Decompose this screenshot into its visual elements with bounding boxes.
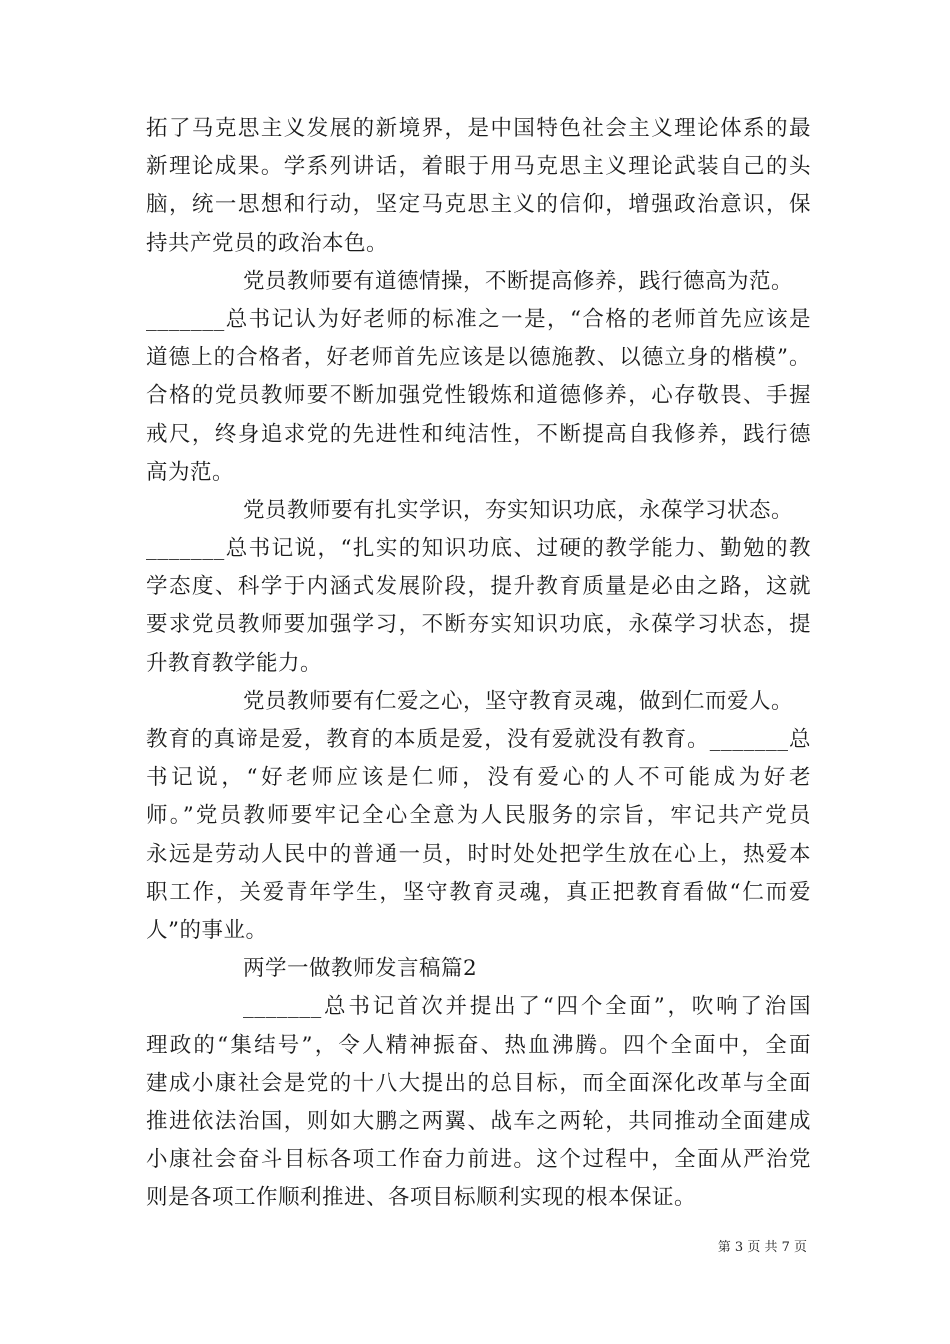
text-line: 党员教师要有仁爱之心，坚守教育灵魂，做到仁而爱人。 — [243, 688, 794, 714]
text-line: 高为范。 — [146, 459, 235, 485]
text-line: 拓了马克思主义发展的新境界，是中国特色社会主义理论体系的最 — [146, 116, 811, 141]
text-line: 理政的“集结号”，令人精神振奋、热血沸腾。四个全面中，全面 — [146, 1032, 811, 1058]
text-line: 教育的真谛是爱，教育的本质是爱，没有爱就没有教育。_______总 — [146, 727, 811, 752]
text-line: 学态度、科学于内涵式发展阶段，提升教育质量是必由之路，这就 — [146, 574, 811, 600]
text-line: 书记说，“好老师应该是仁师，没有爱心的人不可能成为好老 — [146, 765, 811, 791]
text-line: 新理论成果。学系列讲话，着眼于用马克思主义理论武装自己的头 — [146, 154, 811, 180]
text-line: 人”的事业。 — [146, 917, 268, 943]
text-line: 党员教师要有扎实学识，夯实知识功底，永葆学习状态。 — [243, 497, 794, 523]
text-line: 党员教师要有道德情操，不断提高修养，践行德高为范。 — [243, 268, 794, 294]
text-line: 道德上的合格者，好老师首先应该是以德施教、以德立身的楷模”。 — [146, 345, 811, 371]
text-line: 戒尺，终身追求党的先进性和纯洁性，不断提高自我修养，践行德 — [146, 421, 811, 447]
text-line: _______总书记说，“扎实的知识功底、过硬的教学能力、勤勉的教 — [146, 536, 811, 562]
text-line: 职工作，关爱青年学生，坚守教育灵魂，真正把教育看做“仁而爱 — [146, 879, 811, 905]
text-line: 持共产党员的政治本色。 — [146, 230, 389, 256]
text-line: 要求党员教师要加强学习，不断夯实知识功底，永葆学习状态，提 — [146, 612, 811, 638]
text-line: 小康社会奋斗目标各项工作奋力前进。这个过程中，全面从严治党 — [146, 1147, 811, 1173]
text-line: 升教育教学能力。 — [146, 650, 323, 676]
text-line: 则是各项工作顺利推进、各项目标顺利实现的根本保证。 — [146, 1185, 697, 1211]
text-line: 永远是劳动人民中的普通一员，时时处处把学生放在心上，热爱本 — [146, 841, 811, 867]
text-line: 师。”党员教师要牢记全心全意为人民服务的宗旨，牢记共产党员 — [146, 803, 811, 829]
text-line: 建成小康社会是党的十八大提出的总目标，而全面深化改革与全面 — [146, 1070, 811, 1096]
text-line: 合格的党员教师要不断加强党性锻炼和道德修养，心存敬畏、手握 — [146, 383, 811, 409]
text-line: 推进依法治国，则如大鹏之两翼、战车之两轮，共同推动全面建成 — [146, 1108, 811, 1134]
text-line: _______总书记认为好老师的标准之一是，“合格的老师首先应该是 — [146, 306, 811, 332]
page-footer: 第 3 页 共 7 页 — [717, 1240, 807, 1255]
text-line: _______总书记首次并提出了“四个全面”，吹响了治国 — [243, 994, 811, 1020]
text-line: 脑，统一思想和行动，坚定马克思主义的信仰，增强政治意识，保 — [146, 192, 811, 218]
body-text — [146, 110, 811, 1217]
text-line: 两学一做教师发言稿篇2 — [243, 956, 478, 982]
